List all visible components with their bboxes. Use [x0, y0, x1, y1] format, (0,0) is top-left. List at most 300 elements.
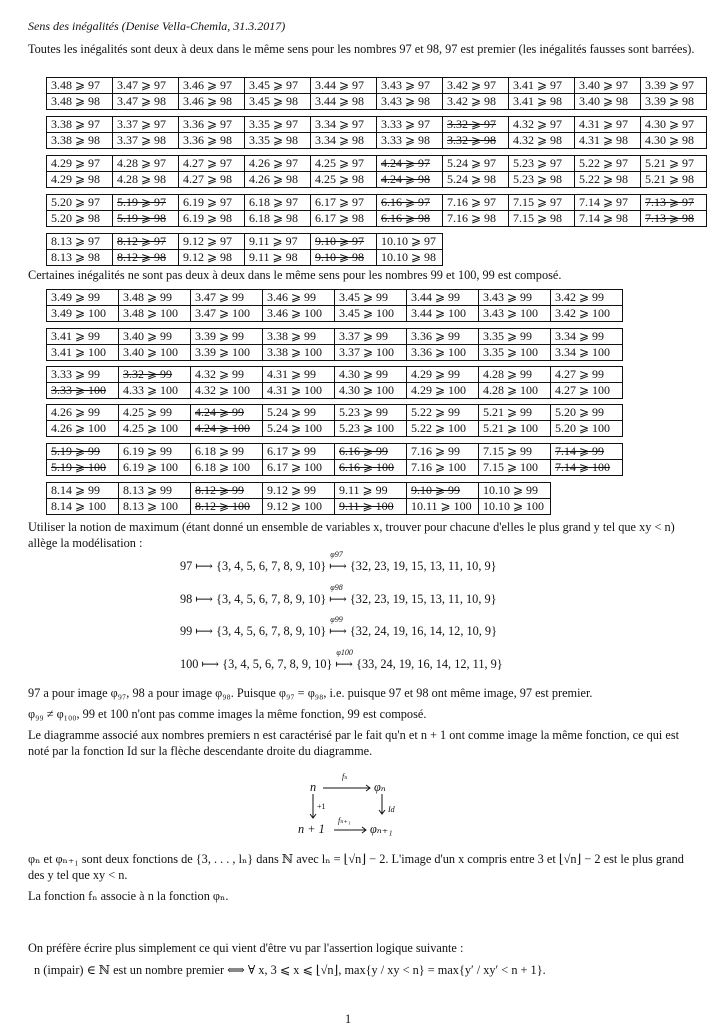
cell-text: 3.43 ⩾ 100 [483, 306, 539, 320]
inequality-cell [575, 195, 641, 211]
inequality-cell [47, 94, 113, 110]
struck-inequality-cell [551, 444, 623, 460]
inequality-table [46, 155, 707, 188]
inequality-cell [509, 195, 575, 211]
inequality-cell [119, 421, 191, 437]
inequality-cell [263, 421, 335, 437]
inequality-cell [551, 345, 623, 361]
inequality-cell [191, 345, 263, 361]
inequality-cell [443, 156, 509, 172]
struck-inequality-cell [335, 460, 407, 476]
arrow-icon: ⟼ [329, 624, 347, 638]
cell-text: 10.10 ⩾ 97 [381, 234, 437, 248]
modeling-intro: Utiliser la notion de maximum (étant donné un ensemble de variables x, trouver pour chacune d'elles le plus grand y tel que xy < n) allège la modélisation : [28, 520, 675, 550]
cell-text: 10.11 ⩾ 100 [411, 499, 472, 513]
struck-inequality-cell [47, 444, 119, 460]
table-row [47, 211, 707, 227]
struck-inequality-cell [641, 195, 707, 211]
inequality-cell [575, 94, 641, 110]
cell-text: 8.14 ⩾ 100 [51, 499, 107, 513]
table-row [47, 405, 623, 421]
inequality-cell [191, 383, 263, 399]
inequality-cell [179, 156, 245, 172]
inequality-table [46, 194, 707, 227]
inequality-cell [47, 172, 113, 188]
cell-text: 7.13 ⩾ 97 [645, 195, 695, 209]
table-row [47, 172, 707, 188]
table-row [47, 306, 623, 322]
cell-text: 4.28 ⩾ 99 [483, 367, 533, 381]
cell-text: 3.41 ⩾ 100 [51, 345, 107, 359]
inequality-cell [407, 421, 479, 437]
inequality-cell [551, 290, 623, 306]
inequality-cell [641, 94, 707, 110]
cell-text: 8.13 ⩾ 98 [51, 250, 101, 264]
inequality-cell [245, 117, 311, 133]
cell-text: 4.27 ⩾ 98 [183, 172, 233, 186]
cell-text: 3.44 ⩾ 100 [411, 306, 467, 320]
page-number: 1 [345, 1012, 352, 1026]
cell-text: 6.16 ⩾ 99 [339, 444, 389, 458]
section2-intro: Certaines inégalités ne sont pas deux à deux dans le même sens pour les nombres 99 et 100, 99 est composé. [28, 268, 562, 282]
inequality-cell [551, 405, 623, 421]
inequality-cell [575, 211, 641, 227]
inequality-cell [479, 345, 551, 361]
cell-text: 6.16 ⩾ 98 [381, 211, 431, 225]
inequality-table [46, 482, 551, 515]
cell-text: 8.12 ⩾ 99 [195, 483, 245, 497]
cell-text: 6.17 ⩾ 98 [315, 211, 365, 225]
cell-text: 5.22 ⩾ 100 [411, 421, 467, 435]
cell-text: 3.43 ⩾ 97 [381, 78, 431, 92]
cell-text: 3.41 ⩾ 97 [513, 78, 563, 92]
cell-text: 4.27 ⩾ 99 [555, 367, 605, 381]
inequality-cell [191, 290, 263, 306]
inequality-cell [443, 94, 509, 110]
table-row [47, 195, 707, 211]
inequality-cell [443, 78, 509, 94]
inequality-cell [179, 234, 245, 250]
cell-text: 8.13 ⩾ 97 [51, 234, 101, 248]
cell-text: 3.48 ⩾ 98 [51, 94, 101, 108]
cell-text: 3.40 ⩾ 99 [123, 329, 173, 343]
cell-text: 9.10 ⩾ 97 [315, 234, 365, 248]
table-row [47, 383, 623, 399]
inequality-cell [119, 345, 191, 361]
cell-text: 4.30 ⩾ 100 [339, 383, 395, 397]
inequality-cell [311, 211, 377, 227]
cell-text: 3.47 ⩾ 98 [117, 94, 167, 108]
inequality-cell [119, 290, 191, 306]
cell-text: 10.10 ⩾ 99 [483, 483, 539, 497]
inequality-cell [509, 211, 575, 227]
cell-text: 6.18 ⩾ 99 [195, 444, 245, 458]
cell-text: 3.48 ⩾ 100 [123, 306, 179, 320]
cell-text: 4.32 ⩾ 100 [195, 383, 251, 397]
cell-text: 9.12 ⩾ 98 [183, 250, 233, 264]
inequality-cell [311, 94, 377, 110]
cell-text: 3.39 ⩾ 100 [195, 345, 251, 359]
cell-text: 5.24 ⩾ 97 [447, 156, 497, 170]
inequality-cell [47, 290, 119, 306]
inequality-cell [575, 78, 641, 94]
cell-text: 4.32 ⩾ 98 [513, 133, 563, 147]
document-title: Sens des inégalités (Denise Vella-Chemla, 31.3.2017) [28, 19, 286, 33]
inequality-cell [47, 117, 113, 133]
inequality-cell [191, 329, 263, 345]
diagram-node-n-plus-1: n + 1 [298, 822, 325, 836]
cell-text: 3.46 ⩾ 98 [183, 94, 233, 108]
inequality-table [46, 289, 623, 322]
cell-text: 3.44 ⩾ 98 [315, 94, 365, 108]
cell-text: 3.43 ⩾ 99 [483, 290, 533, 304]
inequality-cell [377, 117, 443, 133]
inequality-cell [551, 329, 623, 345]
inequality-cell [479, 444, 551, 460]
inequality-cell [47, 483, 119, 499]
inequality-cell [575, 156, 641, 172]
cell-text: 8.13 ⩾ 99 [123, 483, 173, 497]
arrow-icon: ⟼ [329, 559, 347, 573]
struck-inequality-cell [377, 195, 443, 211]
cell-text: 6.17 ⩾ 100 [267, 460, 323, 474]
inequality-cell [479, 421, 551, 437]
inequality-cell [335, 345, 407, 361]
table-row [47, 133, 707, 149]
function-label: φ99 [330, 615, 343, 624]
cell-text: 3.33 ⩾ 97 [381, 117, 431, 131]
cell-text: 7.16 ⩾ 99 [411, 444, 461, 458]
cell-text: 3.39 ⩾ 98 [645, 94, 695, 108]
inequality-cell [119, 405, 191, 421]
inequality-cell [641, 133, 707, 149]
inequality-cell [407, 306, 479, 322]
cell-text: 9.12 ⩾ 97 [183, 234, 233, 248]
table-row [47, 367, 623, 383]
cell-text: 3.46 ⩾ 97 [183, 78, 233, 92]
inequality-cell [245, 156, 311, 172]
cell-text: 3.42 ⩾ 99 [555, 290, 605, 304]
cell-text: 3.35 ⩾ 98 [249, 133, 299, 147]
cell-text: 4.32 ⩾ 97 [513, 117, 563, 131]
inequality-cell [179, 117, 245, 133]
inequality-cell [479, 483, 551, 499]
cell-text: 5.19 ⩾ 99 [51, 444, 101, 458]
inequality-cell [113, 172, 179, 188]
cell-text: 4.28 ⩾ 98 [117, 172, 167, 186]
cell-text: 3.42 ⩾ 100 [555, 306, 611, 320]
inequality-cell [641, 78, 707, 94]
function-label: φ97 [330, 550, 343, 559]
function-label: φ98 [330, 583, 343, 592]
inequality-cell [47, 195, 113, 211]
cell-text: 4.24 ⩾ 99 [195, 405, 245, 419]
mapping-domain: {3, 4, 5, 6, 7, 8, 9, 10} [216, 624, 327, 638]
table-row [47, 117, 707, 133]
cell-text: 3.35 ⩾ 99 [483, 329, 533, 343]
cell-text: 4.29 ⩾ 97 [51, 156, 101, 170]
struck-inequality-cell [191, 483, 263, 499]
inequality-cell [443, 172, 509, 188]
struck-inequality-cell [335, 444, 407, 460]
cell-text: 3.45 ⩾ 98 [249, 94, 299, 108]
cell-text: 5.19 ⩾ 97 [117, 195, 167, 209]
inequality-cell [407, 405, 479, 421]
inequality-cell [377, 133, 443, 149]
cell-text: 3.33 ⩾ 100 [51, 383, 107, 397]
cell-text: 4.25 ⩾ 98 [315, 172, 365, 186]
inequality-cell [443, 211, 509, 227]
paragraph-diagram-explanation: Le diagramme associé aux nombres premiers n est caractérisé par le fait qu'n et n + 1 ont comme image la même fonction, ce qui est noté par la fonction Id sur la flèche descendante droite du diagramme. [28, 728, 680, 758]
struck-inequality-cell [119, 367, 191, 383]
inequality-cell [263, 306, 335, 322]
inequality-cell [47, 211, 113, 227]
cell-text: 3.48 ⩾ 99 [123, 290, 173, 304]
inequality-cell [407, 367, 479, 383]
inequality-cell [245, 195, 311, 211]
table-row [47, 156, 707, 172]
cell-text: 5.20 ⩾ 98 [51, 211, 101, 225]
cell-text: 9.11 ⩾ 97 [249, 234, 298, 248]
cell-text: 4.27 ⩾ 97 [183, 156, 233, 170]
inequality-cell [263, 329, 335, 345]
cell-text: 3.37 ⩾ 99 [339, 329, 389, 343]
inequality-cell [245, 234, 311, 250]
cell-text: 5.24 ⩾ 98 [447, 172, 497, 186]
cell-text: 5.23 ⩾ 98 [513, 172, 563, 186]
arrow-icon: ⟼ [335, 657, 354, 671]
inequality-cell [479, 367, 551, 383]
cell-text: 3.47 ⩾ 99 [195, 290, 245, 304]
table-row [47, 329, 623, 345]
cell-text: 4.29 ⩾ 100 [411, 383, 467, 397]
cell-text: 9.12 ⩾ 100 [267, 499, 323, 513]
inequality-cell [47, 78, 113, 94]
cell-text: 4.31 ⩾ 100 [267, 383, 323, 397]
section1-intro: Toutes les inégalités sont deux à deux dans le même sens pour les nombres 97 et 98, 97 est premier (les inégalités fausses sont barrées). [28, 42, 695, 56]
arrow-icon: ⟼ [329, 592, 347, 606]
mapping-domain: {3, 4, 5, 6, 7, 8, 9, 10} [222, 657, 333, 671]
cell-text: 5.19 ⩾ 100 [51, 460, 107, 474]
cell-text: 3.43 ⩾ 98 [381, 94, 431, 108]
diagram-label-right: Id [388, 805, 395, 814]
maps-to-icon: ⟼ [192, 559, 217, 573]
paragraph-phi-functions: φₙ et φₙ₊₁ sont deux fonctions de {3, . . . , lₙ} dans ℕ avec lₙ = ⌊√n⌋ − 2. L'image d'un x compris entre 3 et ⌊√n⌋ − 2 est le plus grand des y tel que xy < n. [28, 852, 684, 882]
mapping-image: {33, 24, 19, 16, 14, 12, 11, 9} [356, 657, 503, 671]
inequality-cell [641, 156, 707, 172]
inequality-cell [179, 94, 245, 110]
cell-text: 6.18 ⩾ 98 [249, 211, 299, 225]
inequality-cell [551, 421, 623, 437]
cell-text: 3.32 ⩾ 97 [447, 117, 497, 131]
cell-text: 3.44 ⩾ 97 [315, 78, 365, 92]
cell-text: 3.36 ⩾ 98 [183, 133, 233, 147]
diagram-label-left: +1 [317, 802, 326, 811]
cell-text: 5.22 ⩾ 99 [411, 405, 461, 419]
inequality-cell [377, 78, 443, 94]
mapping-row [180, 583, 497, 607]
cell-text: 3.46 ⩾ 99 [267, 290, 317, 304]
inequality-cell [335, 367, 407, 383]
cell-text: 4.27 ⩾ 100 [555, 383, 611, 397]
cell-text: 3.46 ⩾ 100 [267, 306, 323, 320]
mapping-domain: {3, 4, 5, 6, 7, 8, 9, 10} [216, 592, 327, 606]
table-row [47, 421, 623, 437]
cell-text: 3.42 ⩾ 97 [447, 78, 497, 92]
cell-text: 10.10 ⩾ 98 [381, 250, 437, 264]
mapping-n: 97 [180, 559, 193, 573]
cell-text: 5.23 ⩾ 100 [339, 421, 395, 435]
inequality-cell [509, 172, 575, 188]
mapping-row [180, 550, 497, 574]
inequality-cell [479, 460, 551, 476]
inequality-cell [551, 383, 623, 399]
cell-text: 3.32 ⩾ 99 [123, 367, 173, 381]
cell-text: 3.36 ⩾ 100 [411, 345, 467, 359]
inequality-cell [47, 329, 119, 345]
cell-text: 4.26 ⩾ 99 [51, 405, 101, 419]
struck-inequality-cell [407, 483, 479, 499]
cell-text: 6.19 ⩾ 97 [183, 195, 233, 209]
cell-text: 4.24 ⩾ 97 [381, 156, 431, 170]
mapping-image: {32, 24, 19, 16, 14, 12, 10, 9} [349, 624, 497, 638]
cell-text: 7.13 ⩾ 98 [645, 211, 695, 225]
inequality-cell [113, 133, 179, 149]
cell-text: 9.11 ⩾ 100 [339, 499, 394, 513]
cell-text: 4.25 ⩾ 97 [315, 156, 365, 170]
cell-text: 7.14 ⩾ 98 [579, 211, 629, 225]
inequality-cell [113, 117, 179, 133]
cell-text: 8.13 ⩾ 100 [123, 499, 179, 513]
cell-text: 6.19 ⩾ 100 [123, 460, 179, 474]
table-row [47, 290, 623, 306]
inequality-cell [47, 421, 119, 437]
struck-inequality-cell [443, 117, 509, 133]
cell-text: 3.45 ⩾ 97 [249, 78, 299, 92]
table-row [47, 250, 443, 266]
function-arrow [326, 583, 350, 607]
cell-text: 4.24 ⩾ 100 [195, 421, 251, 435]
cell-text: 5.22 ⩾ 98 [579, 172, 629, 186]
mapping-row [180, 648, 503, 672]
cell-text: 4.30 ⩾ 97 [645, 117, 695, 131]
inequality-cell [479, 306, 551, 322]
inequality-cell [113, 156, 179, 172]
inequality-cell [575, 117, 641, 133]
inequality-cell [575, 133, 641, 149]
inequality-cell [47, 156, 113, 172]
diagram-node-phi-n-plus-1: φₙ₊₁ [370, 822, 393, 836]
inequality-table [46, 366, 623, 399]
inequality-cell [407, 383, 479, 399]
cell-text: 3.37 ⩾ 98 [117, 133, 167, 147]
inequality-cell [191, 444, 263, 460]
inequality-cell [377, 250, 443, 266]
inequality-cell [245, 172, 311, 188]
cell-text: 4.25 ⩾ 99 [123, 405, 173, 419]
table-row [47, 483, 551, 499]
inequality-cell [119, 329, 191, 345]
inequality-cell [335, 421, 407, 437]
cell-text: 4.26 ⩾ 97 [249, 156, 299, 170]
maps-to-icon: ⟼ [198, 657, 223, 671]
cell-text: 4.29 ⩾ 98 [51, 172, 101, 186]
inequality-cell [407, 345, 479, 361]
maps-to-icon: ⟼ [192, 624, 217, 638]
cell-text: 3.38 ⩾ 100 [267, 345, 323, 359]
cell-text: 6.17 ⩾ 97 [315, 195, 365, 209]
cell-text: 3.40 ⩾ 97 [579, 78, 629, 92]
inequality-cell [509, 117, 575, 133]
cell-text: 3.44 ⩾ 99 [411, 290, 461, 304]
inequality-cell [479, 290, 551, 306]
inequality-cell [263, 499, 335, 515]
inequality-cell [245, 94, 311, 110]
table-row [47, 234, 443, 250]
function-arrow [332, 648, 356, 672]
cell-text: 3.36 ⩾ 97 [183, 117, 233, 131]
struck-inequality-cell [311, 250, 377, 266]
inequality-cell [407, 499, 479, 515]
cell-text: 3.38 ⩾ 98 [51, 133, 101, 147]
inequality-cell [47, 234, 113, 250]
inequality-cell [509, 133, 575, 149]
inequality-cell [119, 444, 191, 460]
logical-assertion: n (impair) ∈ ℕ est un nombre premier ⟺ ∀ x, 3 ⩽ x ⩽ ⌊√n⌋, max{y / xy < n} = max{y′ / xy′ < n + 1}. [34, 963, 546, 977]
paragraph-assertion-intro: On préfère écrire plus simplement ce qui vient d'être vu par l'assertion logique suivante : [28, 941, 464, 955]
table-row [47, 94, 707, 110]
inequality-cell [509, 156, 575, 172]
inequality-cell [575, 172, 641, 188]
maps-to-icon: ⟼ [192, 592, 217, 606]
inequality-cell [263, 405, 335, 421]
table-row [47, 78, 707, 94]
cell-text: 5.20 ⩾ 100 [555, 421, 611, 435]
inequality-cell [335, 483, 407, 499]
cell-text: 4.32 ⩾ 99 [195, 367, 245, 381]
inequality-cell [179, 172, 245, 188]
arrow-down-left [310, 794, 316, 818]
inequality-table [46, 77, 707, 110]
function-arrow [326, 550, 350, 574]
mapping-domain: {3, 4, 5, 6, 7, 8, 9, 10} [216, 559, 327, 573]
mapping-image: {32, 23, 19, 15, 13, 11, 10, 9} [349, 559, 497, 573]
cell-text: 3.47 ⩾ 97 [117, 78, 167, 92]
cell-text: 7.16 ⩾ 98 [447, 211, 497, 225]
cell-text: 3.45 ⩾ 100 [339, 306, 395, 320]
inequality-cell [47, 405, 119, 421]
inequality-table [46, 328, 623, 361]
cell-text: 9.10 ⩾ 98 [315, 250, 365, 264]
inequality-cell [335, 290, 407, 306]
cell-text: 3.49 ⩾ 100 [51, 306, 107, 320]
inequality-cell [119, 383, 191, 399]
inequality-cell [263, 383, 335, 399]
struck-inequality-cell [191, 405, 263, 421]
cell-text: 3.38 ⩾ 99 [267, 329, 317, 343]
cell-text: 3.34 ⩾ 98 [315, 133, 365, 147]
diagram-node-n: n [310, 780, 317, 794]
cell-text: 8.12 ⩾ 100 [195, 499, 251, 513]
inequality-cell [311, 117, 377, 133]
table-row [47, 499, 551, 515]
struck-inequality-cell [335, 499, 407, 515]
cell-text: 10.10 ⩾ 100 [483, 499, 545, 513]
struck-inequality-cell [377, 211, 443, 227]
inequality-cell [263, 345, 335, 361]
inequality-cell [377, 234, 443, 250]
cell-text: 4.31 ⩾ 97 [579, 117, 629, 131]
